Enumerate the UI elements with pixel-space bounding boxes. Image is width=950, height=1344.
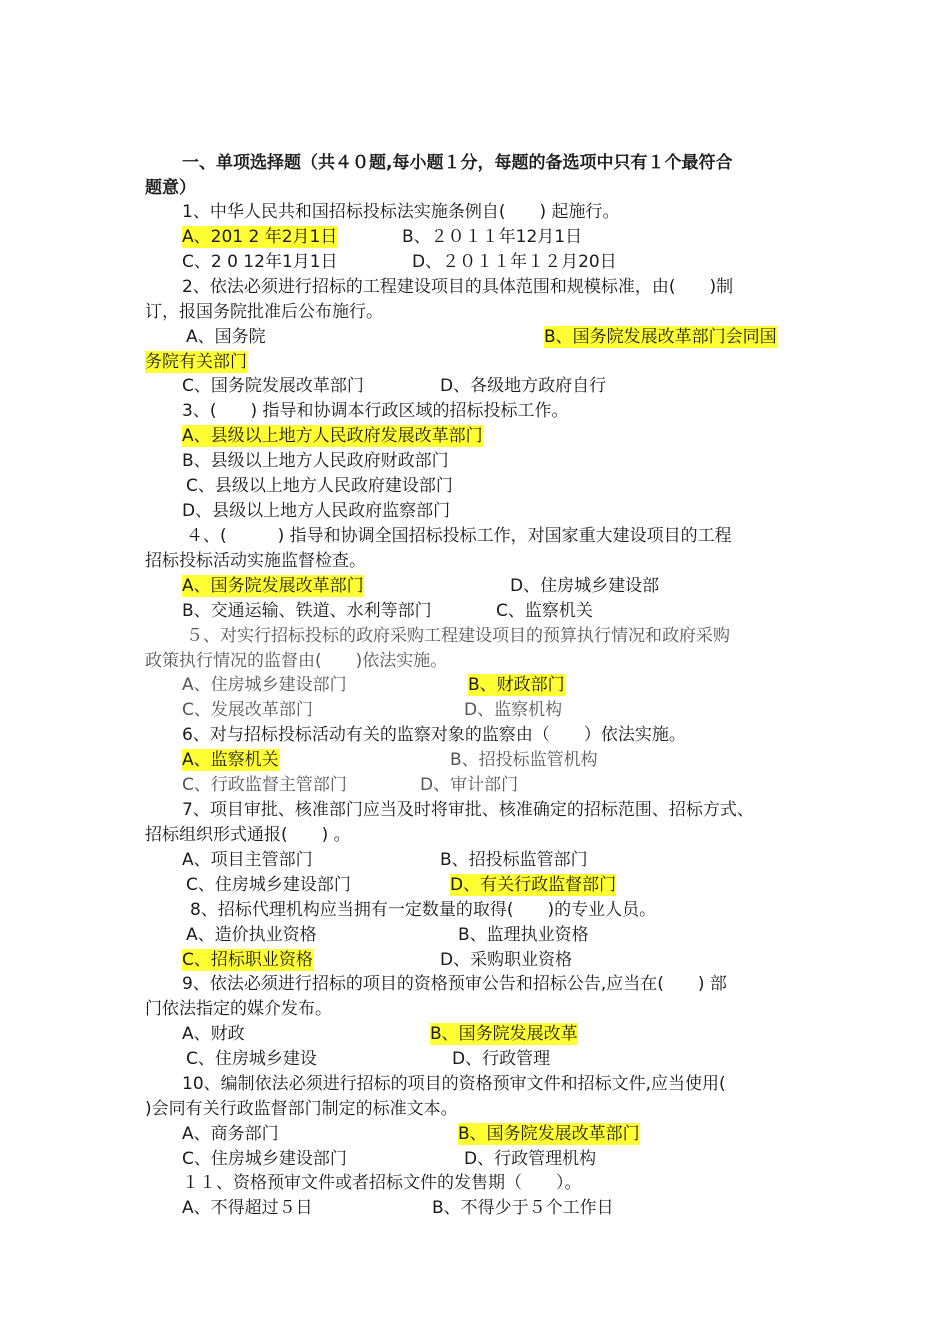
q9-option-d: D、行政管理 [452,1049,551,1069]
q8-option-b: B、监理执业资格 [458,925,589,945]
q10-option-a: A、商务部门 [182,1124,279,1144]
question-5-continued: 政策执行情况的监督由( )依法实施。 [145,651,448,671]
question-5: ５、对实行招标投标的政府采购工程建设项目的预算执行情况和政府采购 [186,626,730,646]
q6-option-a: A、监察机关 [182,750,279,770]
q4-option-a: A、国务院发展改革部门 [182,576,364,596]
q1-option-a: A、201 2 年2月1日 [182,227,338,247]
question-4: ４、( ) 指导和协调全国招标投标工作，对国家重大建设项目的工程 [186,526,732,546]
q4-option-b: B、交通运输、铁道、水利等部门 [182,601,432,621]
q4-option-d: D、住房城乡建设部 [510,576,660,596]
question-10-continued: )会同有关行政监督部门制定的标准文本。 [145,1099,458,1119]
q9-option-c: C、住房城乡建设 [186,1049,317,1069]
q4-option-c: C、监察机关 [496,601,593,621]
question-4-continued: 招标投标活动实施监督检查。 [145,551,366,571]
q7-option-c: C、住房城乡建设部门 [186,875,351,895]
question-10: 10、编制依法必须进行招标的项目的资格预审文件和招标文件,应当使用( [182,1074,726,1094]
question-3: 3、( ) 指导和协调本行政区域的招标投标工作。 [182,401,569,421]
question-2-continued: 订，报国务院批准后公布施行。 [145,302,383,322]
q11-option-b: B、不得少于５个工作日 [432,1198,614,1218]
q10-option-d: D、行政管理机构 [464,1149,597,1169]
q2-option-a: A、国务院 [186,327,266,347]
q1-option-c: C、2 0 12年1月1日 [182,252,338,272]
q7-option-b: B、招投标监管部门 [440,850,588,870]
section-title: 一、单项选择题（共４０题,每小题１分，每题的备选项中只有１个最符合 [182,153,733,173]
q2-option-d: D、各级地方政府自行 [440,376,607,396]
q1-option-d: D、２０１１年１２月20日 [412,252,617,272]
q3-option-b: B、县级以上地方人民政府财政部门 [182,451,449,471]
question-1: 1、中华人民共和国招标投标法实施条例自( ) 起施行。 [182,202,620,222]
q8-option-a: A、造价执业资格 [186,925,317,945]
question-9-continued: 门依法指定的媒介发布。 [145,999,332,1019]
q3-option-a: A、县级以上地方人民政府发展改革部门 [182,426,483,446]
question-7-continued: 招标组织形式通报( ) 。 [145,825,351,845]
q5-option-d: D、监察机构 [464,700,563,720]
q6-option-b: B、招投标监管机构 [450,750,598,770]
q10-option-b: B、国务院发展改革部门 [458,1124,640,1144]
q3-option-d: D、县级以上地方人民政府监察部门 [182,501,451,521]
question-9: 9、依法必须进行招标的项目的资格预审公告和招标公告,应当在( ) 部 [182,974,727,994]
section-title-continued: 题意） [145,178,196,198]
q5-option-b: B、财政部门 [468,675,565,695]
question-2: 2、依法必须进行招标的工程建设项目的具体范围和规模标准，由( )制 [182,277,734,297]
q5-option-a: A、住房城乡建设部门 [182,675,347,695]
q7-option-d: D、有关行政监督部门 [450,875,617,895]
q6-option-d: D、审计部门 [420,775,519,795]
q1-option-b: B、２０１１年12月1日 [402,227,583,247]
q6-option-c: C、行政监督主管部门 [182,775,347,795]
q8-option-d: D、采购职业资格 [440,950,573,970]
q2-option-b-continued: 务院有关部门 [145,352,247,372]
q3-option-c: C、县级以上地方人民政府建设部门 [186,476,453,496]
q9-option-b: B、国务院发展改革 [430,1024,578,1044]
q9-option-a: A、财政 [182,1024,245,1044]
q7-option-a: A、项目主管部门 [182,850,313,870]
q2-option-b: B、国务院发展改革部门会同国 [544,327,777,347]
q11-option-a: A、不得超过５日 [182,1198,313,1218]
question-6: 6、对与招标投标活动有关的监察对象的监察由（ ）依法实施。 [182,725,686,745]
question-11: １１、资格预审文件或者招标文件的发售期（ ）。 [182,1173,582,1193]
q8-option-c: C、招标职业资格 [182,950,313,970]
q10-option-c: C、住房城乡建设部门 [182,1149,347,1169]
q2-option-c: C、国务院发展改革部门 [182,376,364,396]
question-7: 7、项目审批、核准部门应当及时将审批、核准确定的招标范围、招标方式、 [182,800,754,820]
q5-option-c: C、发展改革部门 [182,700,313,720]
question-8: 8、招标代理机构应当拥有一定数量的取得( )的专业人员。 [190,900,657,920]
